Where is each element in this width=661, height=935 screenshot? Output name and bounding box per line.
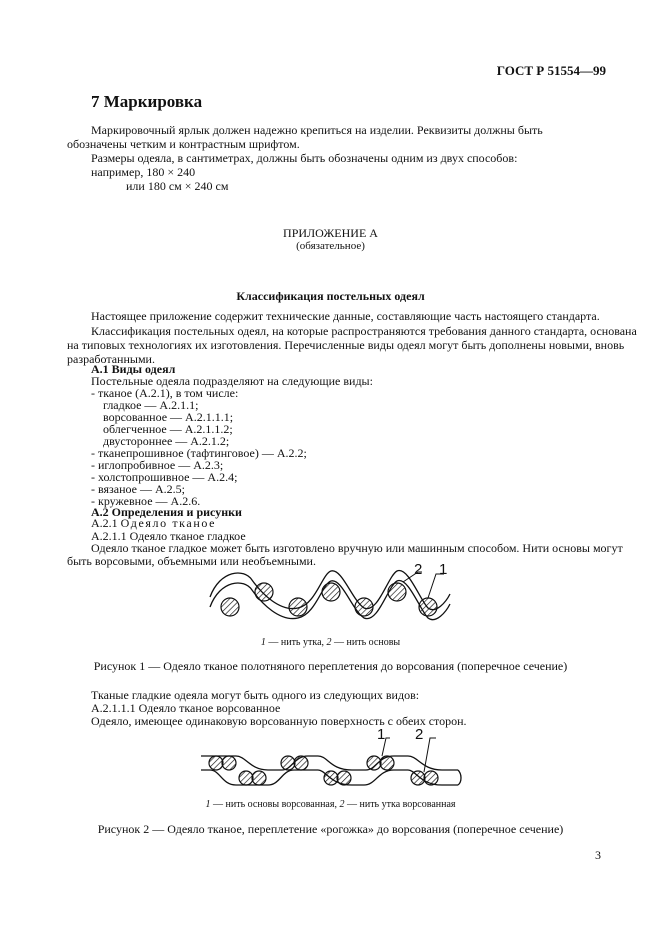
- list-item: - тканепрошивное (тафтинговое) — А.2.2;: [91, 446, 307, 460]
- paragraph-line: Одеяло, имеющее одинаковую ворсованную поверхность с обеих сторон.: [91, 714, 467, 728]
- list-item: - холстопрошивное — А.2.4;: [91, 470, 238, 484]
- subsection-heading: [91, 516, 216, 530]
- clause-number: А.2.1: [91, 516, 118, 530]
- legend-number: 2: [339, 799, 345, 810]
- list-item: - иглопробивное — А.2.3;: [91, 458, 224, 472]
- clause-heading: А.2.1.1 Одеяло тканое гладкое: [91, 529, 246, 543]
- paragraph-line: разработанными.: [67, 352, 155, 366]
- list-item: - кружевное — А.2.6.: [91, 494, 201, 508]
- figure-1-caption: Рисунок 1 — Одеяло тканое полотняного переплетения до ворсования (поперечное сечение): [93, 659, 568, 673]
- figure-2-caption: Рисунок 2 — Одеяло тканое, переплетение «рогожка» до ворсования (поперечное сечение): [97, 822, 564, 836]
- example-line: или 180 см × 240 см: [126, 179, 229, 193]
- appendix-subtitle: (обязательное): [296, 240, 365, 252]
- legend-text: — нить основы: [331, 637, 401, 648]
- paragraph-line: Постельные одеяла подразделяют на следующие виды:: [91, 374, 373, 388]
- figure-1-legend: [0, 637, 661, 648]
- figure-2-legend: [0, 799, 661, 810]
- list-item: - вязаное — А.2.5;: [91, 482, 185, 496]
- legend-number: 1: [260, 637, 266, 648]
- paragraph-line: Маркировочный ярлык должен надежно крепиться на изделии. Реквизиты должны быть: [91, 123, 543, 137]
- figure-1-plain-weave-diagram: [200, 560, 460, 632]
- figure-label-2: 2: [415, 726, 424, 743]
- paragraph-line: Тканые гладкие одеяла могут быть одного из следующих видов:: [91, 688, 420, 702]
- list-item: ворсованное — А.2.1.1.1;: [103, 410, 234, 424]
- list-item: гладкое — А.2.1.1;: [103, 398, 199, 412]
- subsection-title: А.2 Определения и рисунки: [91, 505, 242, 519]
- paragraph-line: обозначены четким и контрастным шрифтом.: [67, 137, 300, 151]
- list-item: двустороннее — А.2.1.2;: [103, 434, 230, 448]
- clause-title: Одеяло тканое: [120, 516, 217, 530]
- legend-text: — нить утка,: [265, 637, 327, 648]
- figure-2-basket-weave-diagram: [196, 724, 466, 796]
- page-number: 3: [595, 848, 601, 862]
- legend-number: 1: [205, 799, 211, 810]
- figure-label-1: 1: [439, 561, 448, 578]
- paragraph-line: Размеры одеяла, в сантиметрах, должны быть обозначены одним из двух способов:: [91, 151, 518, 165]
- legend-text: — нить утка ворсованная: [344, 799, 456, 810]
- figure-label-2: 2: [414, 561, 423, 578]
- appendix-heading: Классификация постельных одеял: [236, 289, 425, 303]
- list-item: - тканое (А.2.1), в том числе:: [91, 386, 239, 400]
- paragraph-line: Классификация постельных одеял, на которые распространяются требования данного стандарта, основана: [91, 324, 637, 338]
- legend-text: — нить основы ворсованная,: [210, 799, 340, 810]
- paragraph-line: Настоящее приложение содержит технические данные, составляющие часть настоящего стандарта.: [91, 309, 600, 323]
- example-line: например, 180 × 240: [91, 165, 196, 179]
- standard-number: ГОСТ Р 51554—99: [496, 63, 606, 78]
- paragraph-line: быть ворсовыми, объемными или необъемными.: [67, 554, 316, 568]
- appendix-title: ПРИЛОЖЕНИЕ А: [283, 226, 378, 240]
- list-item: облегченное — А.2.1.1.2;: [103, 422, 233, 436]
- paragraph-line: на типовых технологиях их изготовления. Перечисленные виды одеял могут быть дополнены новыми, вновь: [67, 338, 625, 352]
- leader-lines: [403, 572, 444, 598]
- section-title: 7 Маркировка: [91, 92, 203, 111]
- figure-label-1: 1: [377, 726, 386, 743]
- clause-heading: А.2.1.1.1 Одеяло тканое ворсованное: [91, 701, 281, 715]
- paragraph-line: Одеяло тканое гладкое может быть изготовлено вручную или машинным способом. Нити основы могут: [91, 541, 623, 555]
- legend-number: 2: [326, 637, 332, 648]
- weft-yarn-cross-sections: [221, 583, 437, 616]
- subsection-title: А.1 Виды одеял: [91, 362, 176, 376]
